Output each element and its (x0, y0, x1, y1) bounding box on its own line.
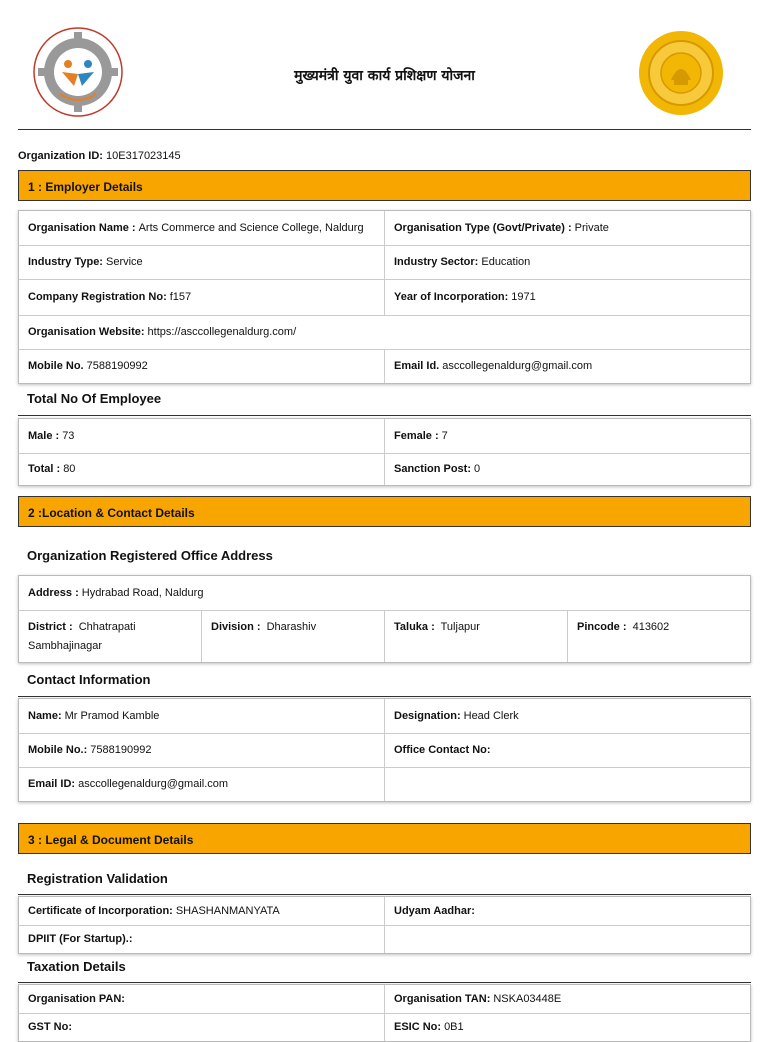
divider (18, 696, 751, 697)
contact-email-cell (19, 768, 384, 801)
office-contact-cell (384, 734, 750, 767)
org-type-cell (384, 211, 750, 245)
field-label: Pincode : (577, 621, 627, 633)
field-value: 7 (441, 429, 448, 442)
contact-name-cell (19, 699, 384, 733)
division-cell (201, 611, 384, 662)
field-value: Hydrabad Road, Naldurg (81, 586, 204, 599)
field-label: Name: (28, 709, 62, 722)
field-label: Organisation Type (Govt/Private) : (394, 221, 572, 234)
table-row (19, 1013, 750, 1041)
tan-cell (384, 985, 750, 1013)
field-value: Chhatrapati Sambhajinagar (28, 621, 136, 652)
male-cell (19, 419, 384, 453)
scheme-title: मुख्यमंत्री युवा कार्य प्रशिक्षण योजना (294, 68, 475, 84)
designation-cell (384, 699, 750, 733)
document-header (18, 18, 751, 130)
field-label: Taluka : (394, 621, 435, 633)
field-value: Dharashiv (266, 621, 317, 633)
maharashtra-seal-icon (634, 28, 729, 118)
registration-validation-heading: Registration Validation (27, 871, 168, 886)
table-row (19, 419, 750, 453)
field-label: Industry Type: (28, 256, 103, 268)
empty-cell (384, 768, 750, 801)
field-label: DPIIT (For Startup).: (28, 933, 133, 945)
field-value: Mr Pramod Kamble (64, 709, 160, 722)
empty-cell (384, 926, 750, 953)
field-value: 0B1 (444, 1021, 464, 1033)
field-label: Email ID: (28, 778, 76, 790)
taluka-cell (384, 611, 567, 662)
field-label: Organisation Name : (28, 221, 136, 234)
table-row (19, 576, 750, 610)
table-row (19, 610, 750, 662)
field-value: 0 (474, 463, 481, 475)
section-employer-details: 1 : Employer Details (18, 170, 751, 201)
field-label: Year of Incorporation: (394, 291, 509, 303)
field-value: 80 (63, 463, 76, 475)
divider (18, 894, 751, 895)
field-label: Female : (394, 429, 439, 442)
field-label: Division : (211, 621, 261, 633)
pincode-cell (567, 611, 750, 662)
field-label: Designation: (394, 709, 461, 722)
table-row (19, 733, 750, 767)
address-cell (19, 576, 750, 610)
address-table (18, 575, 751, 663)
cert-inc-cell (19, 897, 384, 925)
taxation-table (18, 984, 751, 1042)
field-label: District : (28, 621, 73, 633)
field-label: Address : (28, 586, 79, 599)
section-location-contact: 2 :Location & Contact Details (18, 496, 751, 527)
table-row (19, 699, 750, 733)
field-label: Organisation TAN: (394, 992, 491, 1005)
org-name-cell (19, 211, 384, 245)
field-label: Email Id. (394, 360, 440, 372)
field-value: Arts Commerce and Science College, Naldurg (138, 221, 364, 234)
female-cell (384, 419, 750, 453)
table-row (19, 349, 750, 383)
company-reg-cell (19, 280, 384, 315)
field-value: SHASHANMANYATA (175, 904, 280, 917)
table-row (19, 925, 750, 953)
field-label: Organisation PAN: (28, 992, 125, 1005)
field-value: asccollegenaldurg@gmail.com (78, 778, 229, 790)
field-value: Private (574, 221, 609, 234)
field-label: Company Registration No: (28, 291, 167, 303)
field-value: asccollegenaldurg@gmail.com (442, 360, 593, 372)
field-value: Education (481, 256, 531, 268)
field-value: 73 (62, 429, 75, 442)
employee-table (18, 418, 751, 486)
field-value: 413602 (632, 621, 670, 633)
contact-table (18, 698, 751, 802)
email-cell (384, 350, 750, 383)
field-label: Total : (28, 463, 61, 475)
total-cell (19, 454, 384, 485)
field-label: Certificate of Incorporation: (28, 904, 173, 917)
field-label: Organisation Website: (28, 326, 145, 338)
mobile-cell (19, 350, 384, 383)
field-label: Male : (28, 429, 60, 442)
employee-heading: Total No Of Employee (27, 391, 162, 406)
website-cell (19, 316, 750, 349)
gst-cell (19, 1014, 384, 1041)
website-link[interactable]: https://asccollegenaldurg.com/ (147, 326, 297, 338)
contact-info-heading: Contact Information (27, 672, 151, 687)
field-label: Industry Sector: (394, 256, 479, 268)
industry-type-cell (19, 246, 384, 279)
divider (18, 415, 751, 416)
field-label: Mobile No.: (28, 744, 88, 756)
organization-id (18, 150, 181, 162)
table-row (19, 279, 750, 315)
field-label: ESIC No: (394, 1021, 442, 1033)
table-row (19, 245, 750, 279)
field-value: Service (105, 256, 143, 268)
divider (18, 982, 751, 983)
field-label: GST No: (28, 1021, 72, 1033)
field-value: 1971 (511, 291, 536, 303)
sanction-cell (384, 454, 750, 485)
dpiit-cell (19, 926, 384, 953)
udyam-cell (384, 897, 750, 925)
table-row (19, 453, 750, 485)
year-inc-cell (384, 280, 750, 315)
taxation-heading: Taxation Details (27, 959, 126, 974)
table-row (19, 211, 750, 245)
organization-id-value: 10E317023145 (106, 150, 181, 162)
field-label: Mobile No. (28, 360, 84, 372)
table-row (19, 767, 750, 801)
contact-mobile-cell (19, 734, 384, 767)
field-label: Sanction Post: (394, 463, 472, 475)
registration-table (18, 896, 751, 954)
field-label: Udyam Aadhar: (394, 904, 475, 917)
field-value: 7588190992 (90, 744, 152, 756)
field-value: NSKA03448E (493, 992, 562, 1005)
esic-cell (384, 1014, 750, 1041)
field-value: Tuljapur (440, 621, 480, 633)
table-row (19, 897, 750, 925)
section-legal-documents: 3 : Legal & Document Details (18, 823, 751, 854)
field-label: Office Contact No: (394, 744, 491, 756)
industry-sector-cell (384, 246, 750, 279)
organization-id-label: Organization ID: (18, 150, 103, 162)
office-address-heading: Organization Registered Office Address (27, 548, 273, 563)
table-row (19, 985, 750, 1013)
field-value: f157 (169, 291, 192, 303)
field-value: Head Clerk (463, 709, 519, 722)
employer-details-table (18, 210, 751, 384)
table-row (19, 315, 750, 349)
district-cell (19, 611, 201, 662)
field-value: 7588190992 (86, 360, 148, 372)
pan-cell (19, 985, 384, 1013)
